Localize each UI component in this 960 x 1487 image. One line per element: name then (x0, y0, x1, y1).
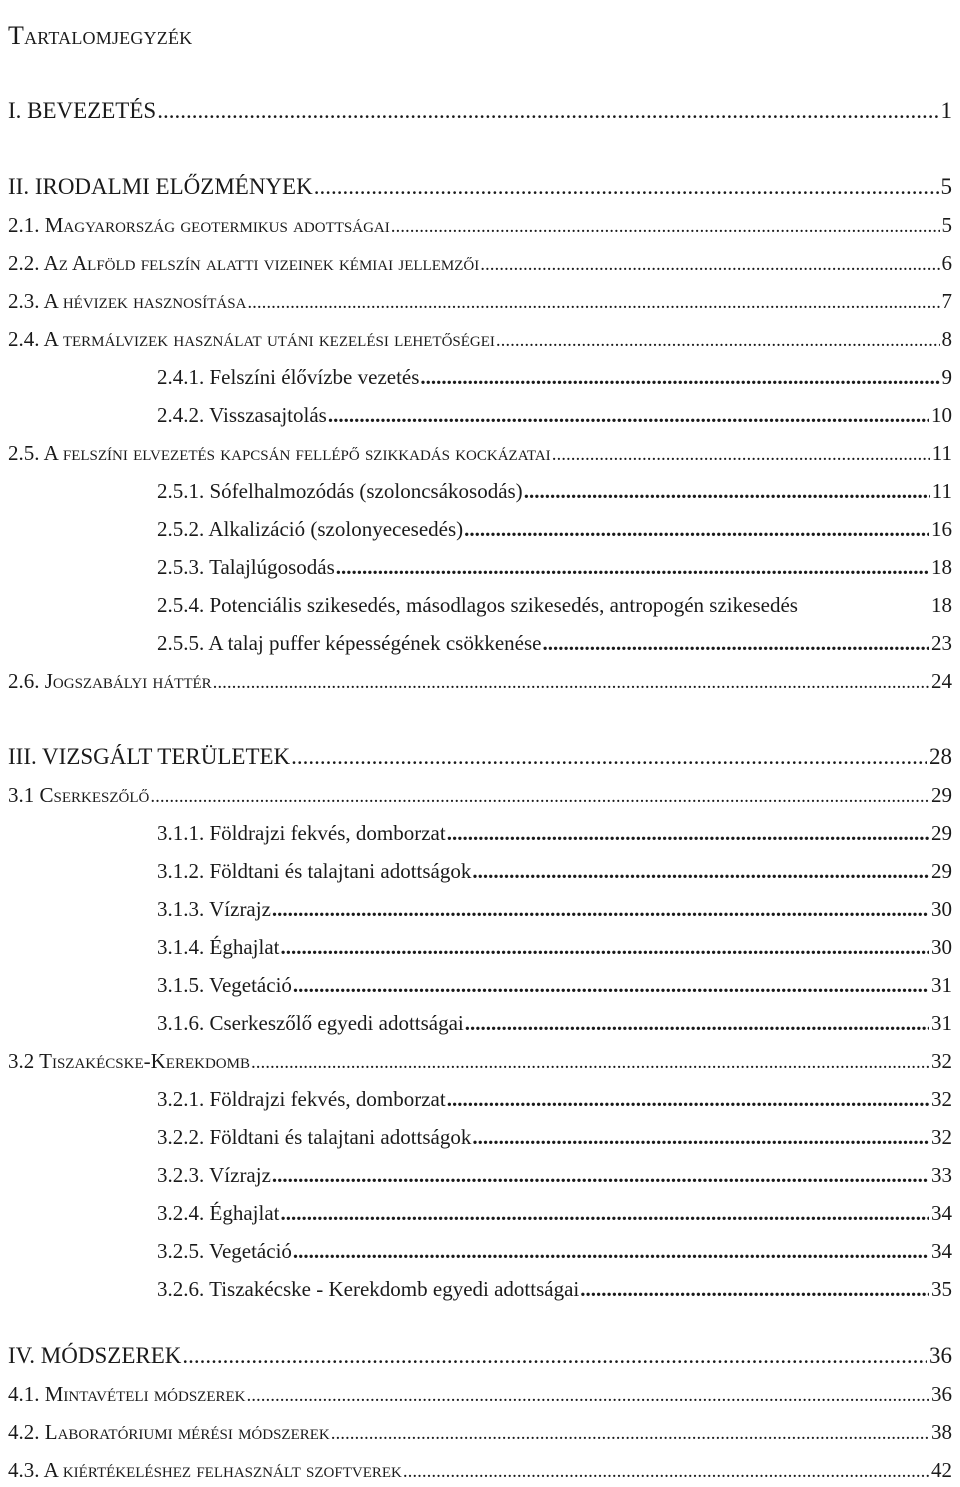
dot-leader (291, 742, 927, 772)
toc-entry[interactable] (8, 210, 952, 242)
toc-entry[interactable] (8, 172, 952, 202)
toc-entry-title: 2.5.2. Alkalizáció (szolonyecesedés) (157, 517, 464, 541)
toc-entry[interactable] (157, 818, 952, 848)
toc-entry-page: 8 (941, 327, 952, 351)
toc-entry-page: 33 (931, 1163, 952, 1187)
dot-leader (182, 1341, 927, 1371)
dot-leader (336, 552, 929, 582)
dot-leader (464, 514, 929, 544)
toc-entry-title: 3.2 Tiszakécske-Kerekdomb (8, 1049, 250, 1073)
toc-entry[interactable] (8, 438, 952, 470)
toc-entry-title: 4.3. A kiértékeléshez felhasznált szoftverek (8, 1458, 402, 1482)
toc-entry[interactable] (157, 590, 952, 620)
dot-leader (524, 476, 930, 506)
toc-entry-title: 3.1 Cserkeszőlő (8, 783, 150, 807)
toc-entry[interactable] (157, 552, 952, 582)
toc-entry[interactable] (8, 1341, 952, 1371)
dot-leader (314, 172, 939, 202)
toc-entry-page: 18 (931, 555, 952, 579)
dot-leader (496, 326, 940, 356)
toc-entry-title: 2.6. Jogszabályi háttér (8, 669, 212, 693)
toc-entry-page: 5 (941, 213, 952, 237)
toc-entry[interactable] (157, 400, 952, 430)
toc-entry-title: 2.4. A termálvizek használat utáni kezelési lehetőségei (8, 327, 495, 351)
toc-entry-title: 2.4.2. Visszasajtolás (157, 403, 327, 427)
toc-entry[interactable] (157, 970, 952, 1000)
toc-entry-page: 36 (929, 1343, 952, 1368)
toc-entry[interactable] (8, 742, 952, 772)
toc-entry-title: 4.2. Laboratóriumi mérési módszerek (8, 1420, 330, 1444)
toc-entry-title: 2.2. Az Alföld felszín alatti vizeinek kémiai jellemzői (8, 251, 480, 275)
toc-entry[interactable] (8, 1417, 952, 1449)
toc-entry-page: 31 (931, 973, 952, 997)
dot-leader (391, 212, 940, 242)
dot-leader (580, 1274, 929, 1304)
toc-entry-title: 3.1.5. Vegetáció (157, 973, 292, 997)
dot-leader (272, 894, 929, 924)
toc-entry[interactable] (157, 1084, 952, 1114)
toc-entry-title: 3.1.1. Földrajzi fekvés, domborzat (157, 821, 446, 845)
toc-entry[interactable] (8, 1046, 952, 1078)
toc-entry-page: 23 (931, 631, 952, 655)
dot-leader (157, 96, 938, 126)
dot-leader (247, 1381, 929, 1411)
dot-leader (280, 1198, 929, 1228)
toc-entry-title: 3.1.6. Cserkeszőlő egyedi adottságai (157, 1011, 464, 1035)
toc-entry-page: 11 (931, 441, 952, 465)
toc-entry-title: 3.2.2. Földtani és talajtani adottságok (157, 1125, 472, 1149)
toc-entry[interactable] (157, 1236, 952, 1266)
page-title: Tartalomjegyzék (8, 21, 193, 50)
toc-entry-title: 2.5. A felszíni elvezetés kapcsán fellépő szikkadás kockázatai (8, 441, 551, 465)
toc-entry[interactable] (157, 362, 952, 392)
dot-leader (331, 1419, 929, 1449)
toc-entry-page: 29 (931, 821, 952, 845)
toc-entry-page: 10 (931, 403, 952, 427)
toc-entry[interactable] (8, 324, 952, 356)
dot-leader (552, 440, 930, 470)
dot-leader (447, 1084, 929, 1114)
dot-leader (543, 628, 930, 658)
toc-entry-title: 3.2.1. Földrajzi fekvés, domborzat (157, 1087, 446, 1111)
toc-entry-title: 3.1.4. Éghajlat (157, 935, 280, 959)
toc-entry[interactable] (157, 628, 952, 658)
toc-entry[interactable] (157, 476, 952, 506)
dot-leader (420, 362, 939, 392)
dot-leader (213, 668, 929, 698)
toc-entry[interactable] (8, 248, 952, 280)
toc-entry-page: 29 (931, 783, 952, 807)
toc-entry-page: 30 (931, 935, 952, 959)
toc-entry-page: 18 (931, 593, 952, 617)
dot-leader (465, 1008, 929, 1038)
toc-entry[interactable] (157, 514, 952, 544)
toc-entry[interactable] (157, 856, 952, 886)
toc-entry[interactable] (8, 96, 952, 126)
toc-entry-page: 9 (941, 365, 952, 389)
dot-leader (480, 250, 939, 280)
toc-entry-title: I. BEVEZETÉS (8, 98, 157, 123)
toc-entry[interactable] (157, 932, 952, 962)
toc-entry-page: 32 (931, 1087, 952, 1111)
toc-entry[interactable] (8, 1379, 952, 1411)
toc-entry-page: 1 (940, 98, 952, 123)
toc-entry-title: 2.4.1. Felszíni élővízbe vezetés (157, 365, 420, 389)
toc-entry-page: 16 (931, 517, 952, 541)
toc-entry-page: 34 (931, 1201, 952, 1225)
toc-entry-page: 11 (931, 479, 952, 503)
toc-entry-title: IV. MÓDSZEREK (8, 1343, 182, 1368)
dot-leader (150, 782, 929, 812)
toc-entry-title: 2.5.1. Sófelhalmozódás (szoloncsákosodás) (157, 479, 523, 503)
toc-entry-page: 28 (929, 744, 952, 769)
toc-entry[interactable] (157, 1122, 952, 1152)
dot-leader (328, 400, 929, 430)
dot-leader (293, 1236, 929, 1266)
dot-leader (280, 932, 929, 962)
toc-entry-title: 3.2.3. Vízrajz (157, 1163, 271, 1187)
toc-entry-title: II. IRODALMI ELŐZMÉNYEK (8, 174, 313, 199)
toc-entry-page: 32 (931, 1125, 952, 1149)
dot-leader (251, 1048, 929, 1078)
toc-entry-page: 42 (931, 1458, 952, 1482)
dot-leader (472, 1122, 929, 1152)
toc-entry-page: 29 (931, 859, 952, 883)
toc-entry-title: 2.5.5. A talaj puffer képességének csökkenése (157, 631, 542, 655)
toc-entry-title: 3.2.4. Éghajlat (157, 1201, 280, 1225)
toc-entry-title: 2.3. A hévizek hasznosítása (8, 289, 247, 313)
toc-entry[interactable] (8, 780, 952, 812)
toc-entry-page: 30 (931, 897, 952, 921)
dot-leader (272, 1160, 929, 1190)
toc-entry-title: 3.1.3. Vízrajz (157, 897, 271, 921)
toc-entry[interactable] (8, 286, 952, 318)
toc-entry-title: 4.1. Mintavételi módszerek (8, 1382, 246, 1406)
toc-entry-title: III. VIZSGÁLT TERÜLETEK (8, 744, 291, 769)
toc-entry-page: 38 (931, 1420, 952, 1444)
toc-entry-page: 35 (931, 1277, 952, 1301)
toc-entry[interactable] (8, 666, 952, 698)
toc-entry-page: 24 (931, 669, 952, 693)
toc-entry[interactable] (157, 1198, 952, 1228)
dot-leader (403, 1457, 929, 1487)
dot-leader (447, 818, 929, 848)
toc-entry[interactable] (157, 894, 952, 924)
toc-entry-page: 34 (931, 1239, 952, 1263)
toc-entry[interactable] (8, 1455, 952, 1487)
toc-entry-page: 7 (941, 289, 952, 313)
toc-entry-title: 3.1.2. Földtani és talajtani adottságok (157, 859, 472, 883)
toc-entry-page: 5 (940, 174, 952, 199)
toc-entry-title: 2.1. Magyarország geotermikus adottságai (8, 213, 390, 237)
dot-leader (293, 970, 929, 1000)
toc-entry-page: 31 (931, 1011, 952, 1035)
toc-entry-title: 2.5.4. Potenciális szikesedés, másodlagos szikesedés, antropogén szikesedés (157, 593, 798, 617)
toc-entry[interactable] (157, 1160, 952, 1190)
toc-entry[interactable] (157, 1008, 952, 1038)
toc-entry-title: 3.2.6. Tiszakécske - Kerekdomb egyedi adottságai (157, 1277, 580, 1301)
toc-entry-page: 6 (941, 251, 952, 275)
toc-entry-page: 36 (931, 1382, 952, 1406)
toc-entry-title: 3.2.5. Vegetáció (157, 1239, 292, 1263)
dot-leader (472, 856, 929, 886)
toc-entry-page: 32 (931, 1049, 952, 1073)
toc-entry[interactable] (157, 1274, 952, 1304)
dot-leader (247, 288, 939, 318)
toc-entry-title: 2.5.3. Talajlúgosodás (157, 555, 335, 579)
